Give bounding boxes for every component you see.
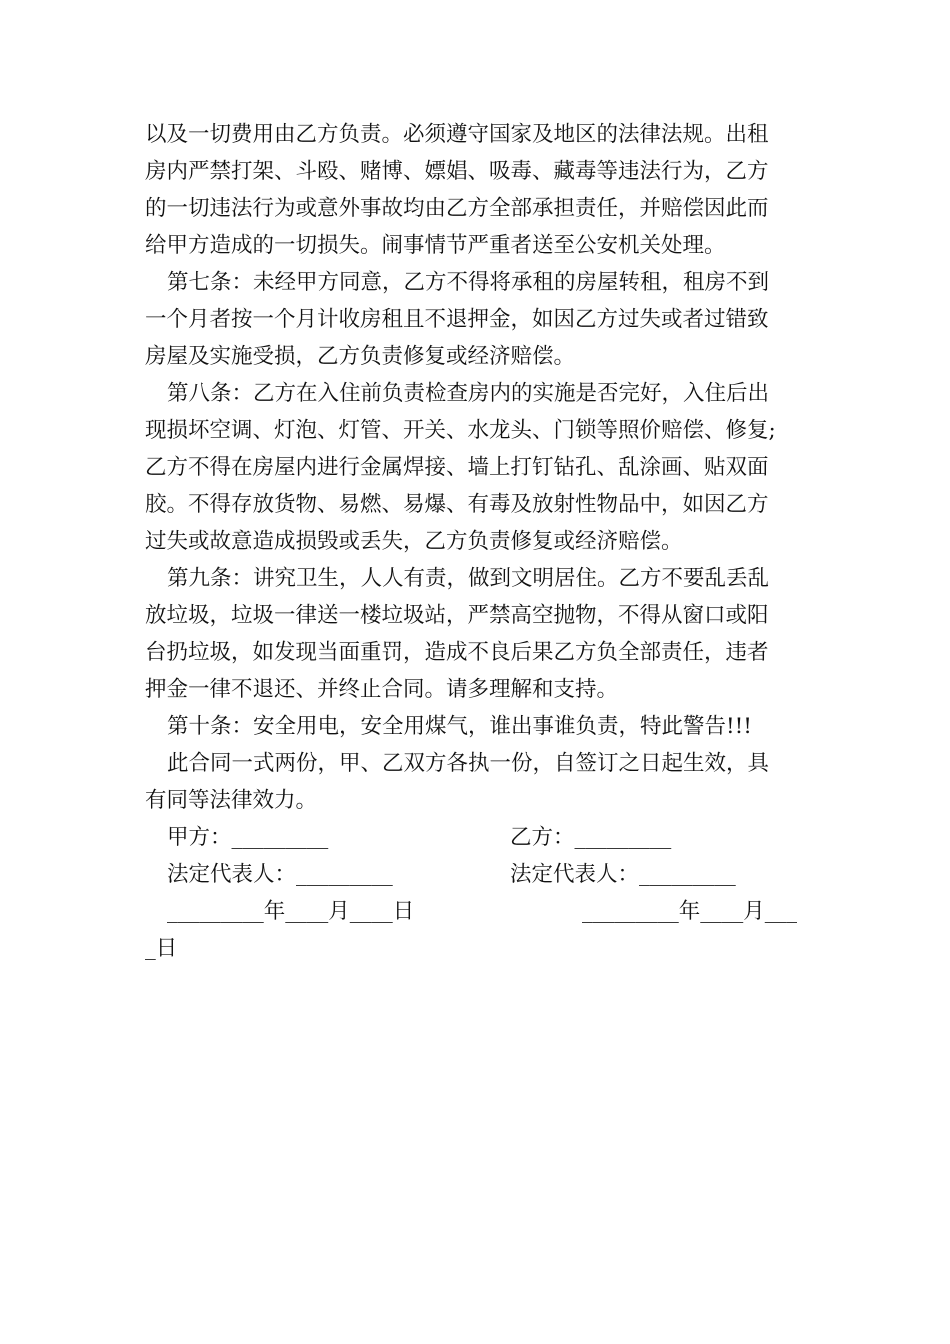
party-a-representative-line: 法定代表人：_________ — [167, 862, 393, 887]
party-b-date-line-continued: _日 — [145, 936, 178, 961]
text-line: 胶。不得存放货物、易燃、易爆、有毒及放射性物品中，如因乙方 — [145, 492, 769, 517]
text-line: 的一切违法行为或意外事故均由乙方全部承担责任，并赔偿因此而 — [145, 196, 769, 221]
text-line: 过失或故意造成损毁或丢失，乙方负责修复或经济赔偿。 — [145, 529, 683, 554]
party-a-date-line: _________年____月____日 — [167, 899, 415, 924]
text-line: 房内严禁打架、斗殴、赌博、嫖娼、吸毒、藏毒等违法行为，乙方 — [145, 159, 769, 184]
signature-row-dates — [145, 893, 810, 930]
paragraph-article-8 — [145, 375, 810, 560]
text-line: 一个月者按一个月计收房租且不退押金，如因乙方过失或者过错致 — [145, 307, 769, 332]
signature-row-parties — [145, 819, 810, 856]
text-line: 有同等法律效力。 — [145, 788, 318, 813]
text-line: 第八条：乙方在入住前负责检查房内的实施是否完好，入住后出 — [167, 381, 770, 406]
text-line: 房屋及实施受损，乙方负责修复或经济赔偿。 — [145, 344, 576, 369]
text-line: 乙方不得在房屋内进行金属焊接、墙上打钉钻孔、乱涂画、贴双面 — [145, 455, 769, 480]
text-line: 台扔垃圾，如发现当面重罚，造成不良后果乙方负全部责任，违者 — [145, 640, 769, 665]
text-line: 此合同一式两份，甲、乙双方各执一份，自签订之日起生效，具 — [167, 751, 770, 776]
party-b-date-line: _________年____月___ — [582, 899, 798, 924]
party-b-representative-line: 法定代表人：_________ — [510, 862, 736, 887]
text-line: 押金一律不退还、并终止合同。请多理解和支持。 — [145, 677, 619, 702]
party-b-signature-line: 乙方：_________ — [510, 825, 672, 850]
document-body — [145, 116, 810, 967]
signature-block — [145, 819, 810, 967]
text-line: 放垃圾，垃圾一律送一楼垃圾站，严禁高空抛物，不得从窗口或阳 — [145, 603, 769, 628]
party-a-signature-line: 甲方：_________ — [167, 825, 329, 850]
text-line: 第九条：讲究卫生，人人有责，做到文明居住。乙方不要乱丢乱 — [167, 566, 770, 591]
text-line: 现损坏空调、灯泡、灯管、开关、水龙头、门锁等照价赔偿、修复; — [145, 418, 776, 443]
paragraph-closing — [145, 745, 810, 819]
text-line: 第七条：未经甲方同意，乙方不得将承租的房屋转租，租房不到 — [167, 270, 770, 295]
paragraph-article-10 — [145, 708, 810, 745]
paragraph-article-9 — [145, 560, 810, 708]
text-line: 给甲方造成的一切损失。闹事情节严重者送至公安机关处理。 — [145, 233, 726, 258]
paragraph-article-6-continued — [145, 116, 810, 264]
text-line: 以及一切费用由乙方负责。必须遵守国家及地区的法律法规。出租 — [145, 122, 769, 147]
paragraph-article-7 — [145, 264, 810, 375]
signature-row-representatives — [145, 856, 810, 893]
text-line: 第十条：安全用电，安全用煤气，谁出事谁负责，特此警告!!! — [167, 714, 752, 739]
